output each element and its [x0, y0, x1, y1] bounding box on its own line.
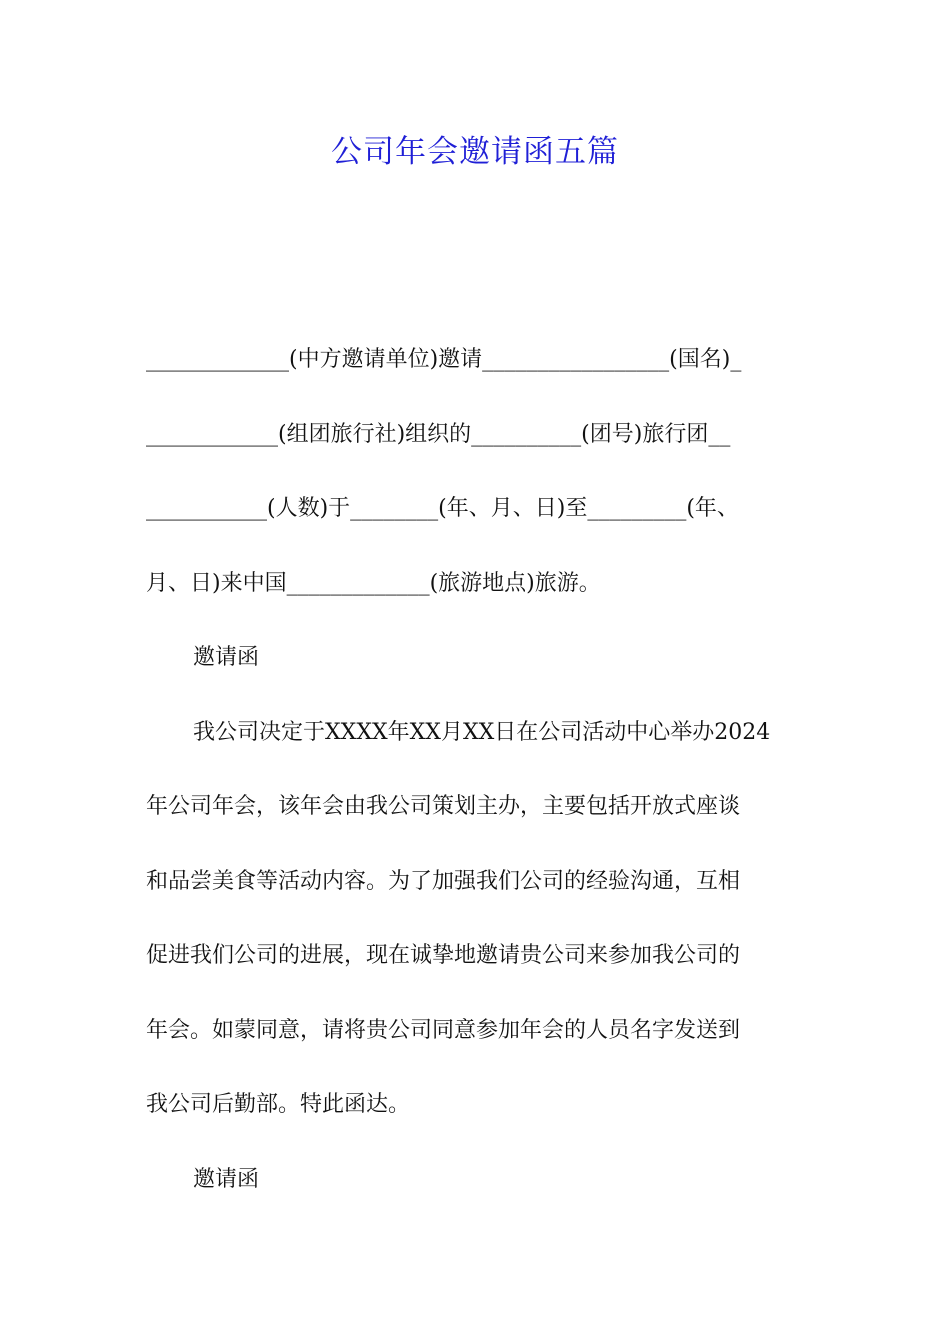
text-line: 促进我们公司的进展，现在诚挚地邀请贵公司来参加我公司的: [146, 943, 741, 968]
text-line: _____________(中方邀请单位)邀请_________________(国名)_: [146, 347, 742, 372]
text-line: 年公司年会，该年会由我公司策划主办，主要包括开放式座谈: [146, 794, 741, 819]
section-heading: 邀请函: [193, 645, 260, 670]
document-title: 公司年会邀请函五篇: [331, 134, 619, 170]
text-line: 年会。如蒙同意，请将贵公司同意参加年会的人员名字发送到: [146, 1018, 741, 1043]
text-line: ____________(组团旅行社)组织的__________(团号)旅行团__: [146, 422, 731, 447]
text-line: 和品尝美食等活动内容。为了加强我们公司的经验沟通，互相: [146, 869, 741, 894]
section-heading: 邀请函: [193, 1167, 260, 1192]
text-line: ___________(人数)于________(年、月、日)至_________(年、: [146, 496, 739, 521]
text-line: 月、日)来中国_____________(旅游地点)旅游。: [146, 571, 601, 596]
text-line: 我公司后勤部。特此函达。: [146, 1092, 411, 1117]
text-line: 我公司决定于XXXX年XX月XX日在公司活动中心举办2024: [193, 720, 771, 745]
